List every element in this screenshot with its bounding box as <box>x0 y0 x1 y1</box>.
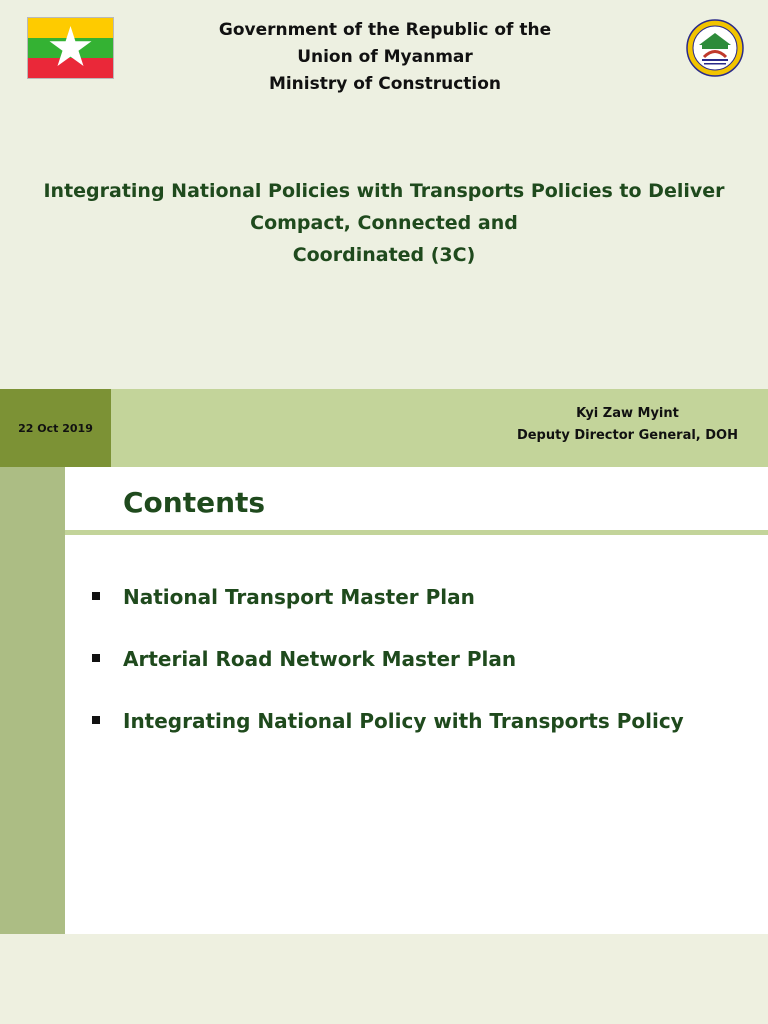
government-title <box>150 17 620 98</box>
gov-title-line-3: Ministry of Construction <box>268 74 502 94</box>
presenter-name: Kyi Zaw Myint <box>576 406 679 421</box>
list-item-text: National Transport Master Plan <box>123 585 475 609</box>
presentation-title <box>20 175 748 271</box>
list-item <box>90 577 750 639</box>
gov-title-line-1: Government of the Republic of the <box>218 20 552 40</box>
heading-divider <box>65 530 768 535</box>
title-line-2: Compact, Connected and <box>250 212 518 234</box>
gov-title-line-2: Union of Myanmar <box>297 47 473 67</box>
ministry-emblem-icon <box>686 19 744 77</box>
flag-star-icon <box>28 18 113 78</box>
presenter-info <box>517 403 738 447</box>
list-item <box>90 639 750 701</box>
square-bullet-icon <box>92 716 100 724</box>
contents-list <box>90 577 750 763</box>
presentation-date: 22 Oct 2019 <box>18 421 93 435</box>
contents-heading: Contents <box>123 486 266 519</box>
list-item-text: Arterial Road Network Master Plan <box>123 647 517 671</box>
date-box <box>0 389 111 467</box>
info-bar <box>0 389 768 467</box>
square-bullet-icon <box>92 592 100 600</box>
side-accent-bar <box>0 467 65 934</box>
list-item-text: Integrating National Policy with Transports Policy <box>123 709 684 733</box>
title-line-3: Coordinated (3C) <box>292 244 476 266</box>
contents-slide <box>0 467 768 934</box>
presenter-role: Deputy Director General, DOH <box>516 428 738 443</box>
list-item <box>90 701 750 763</box>
square-bullet-icon <box>92 654 100 662</box>
myanmar-flag-icon <box>27 17 114 79</box>
title-line-1: Integrating National Policies with Transports Policies to Deliver <box>43 180 725 202</box>
title-slide <box>0 0 768 467</box>
